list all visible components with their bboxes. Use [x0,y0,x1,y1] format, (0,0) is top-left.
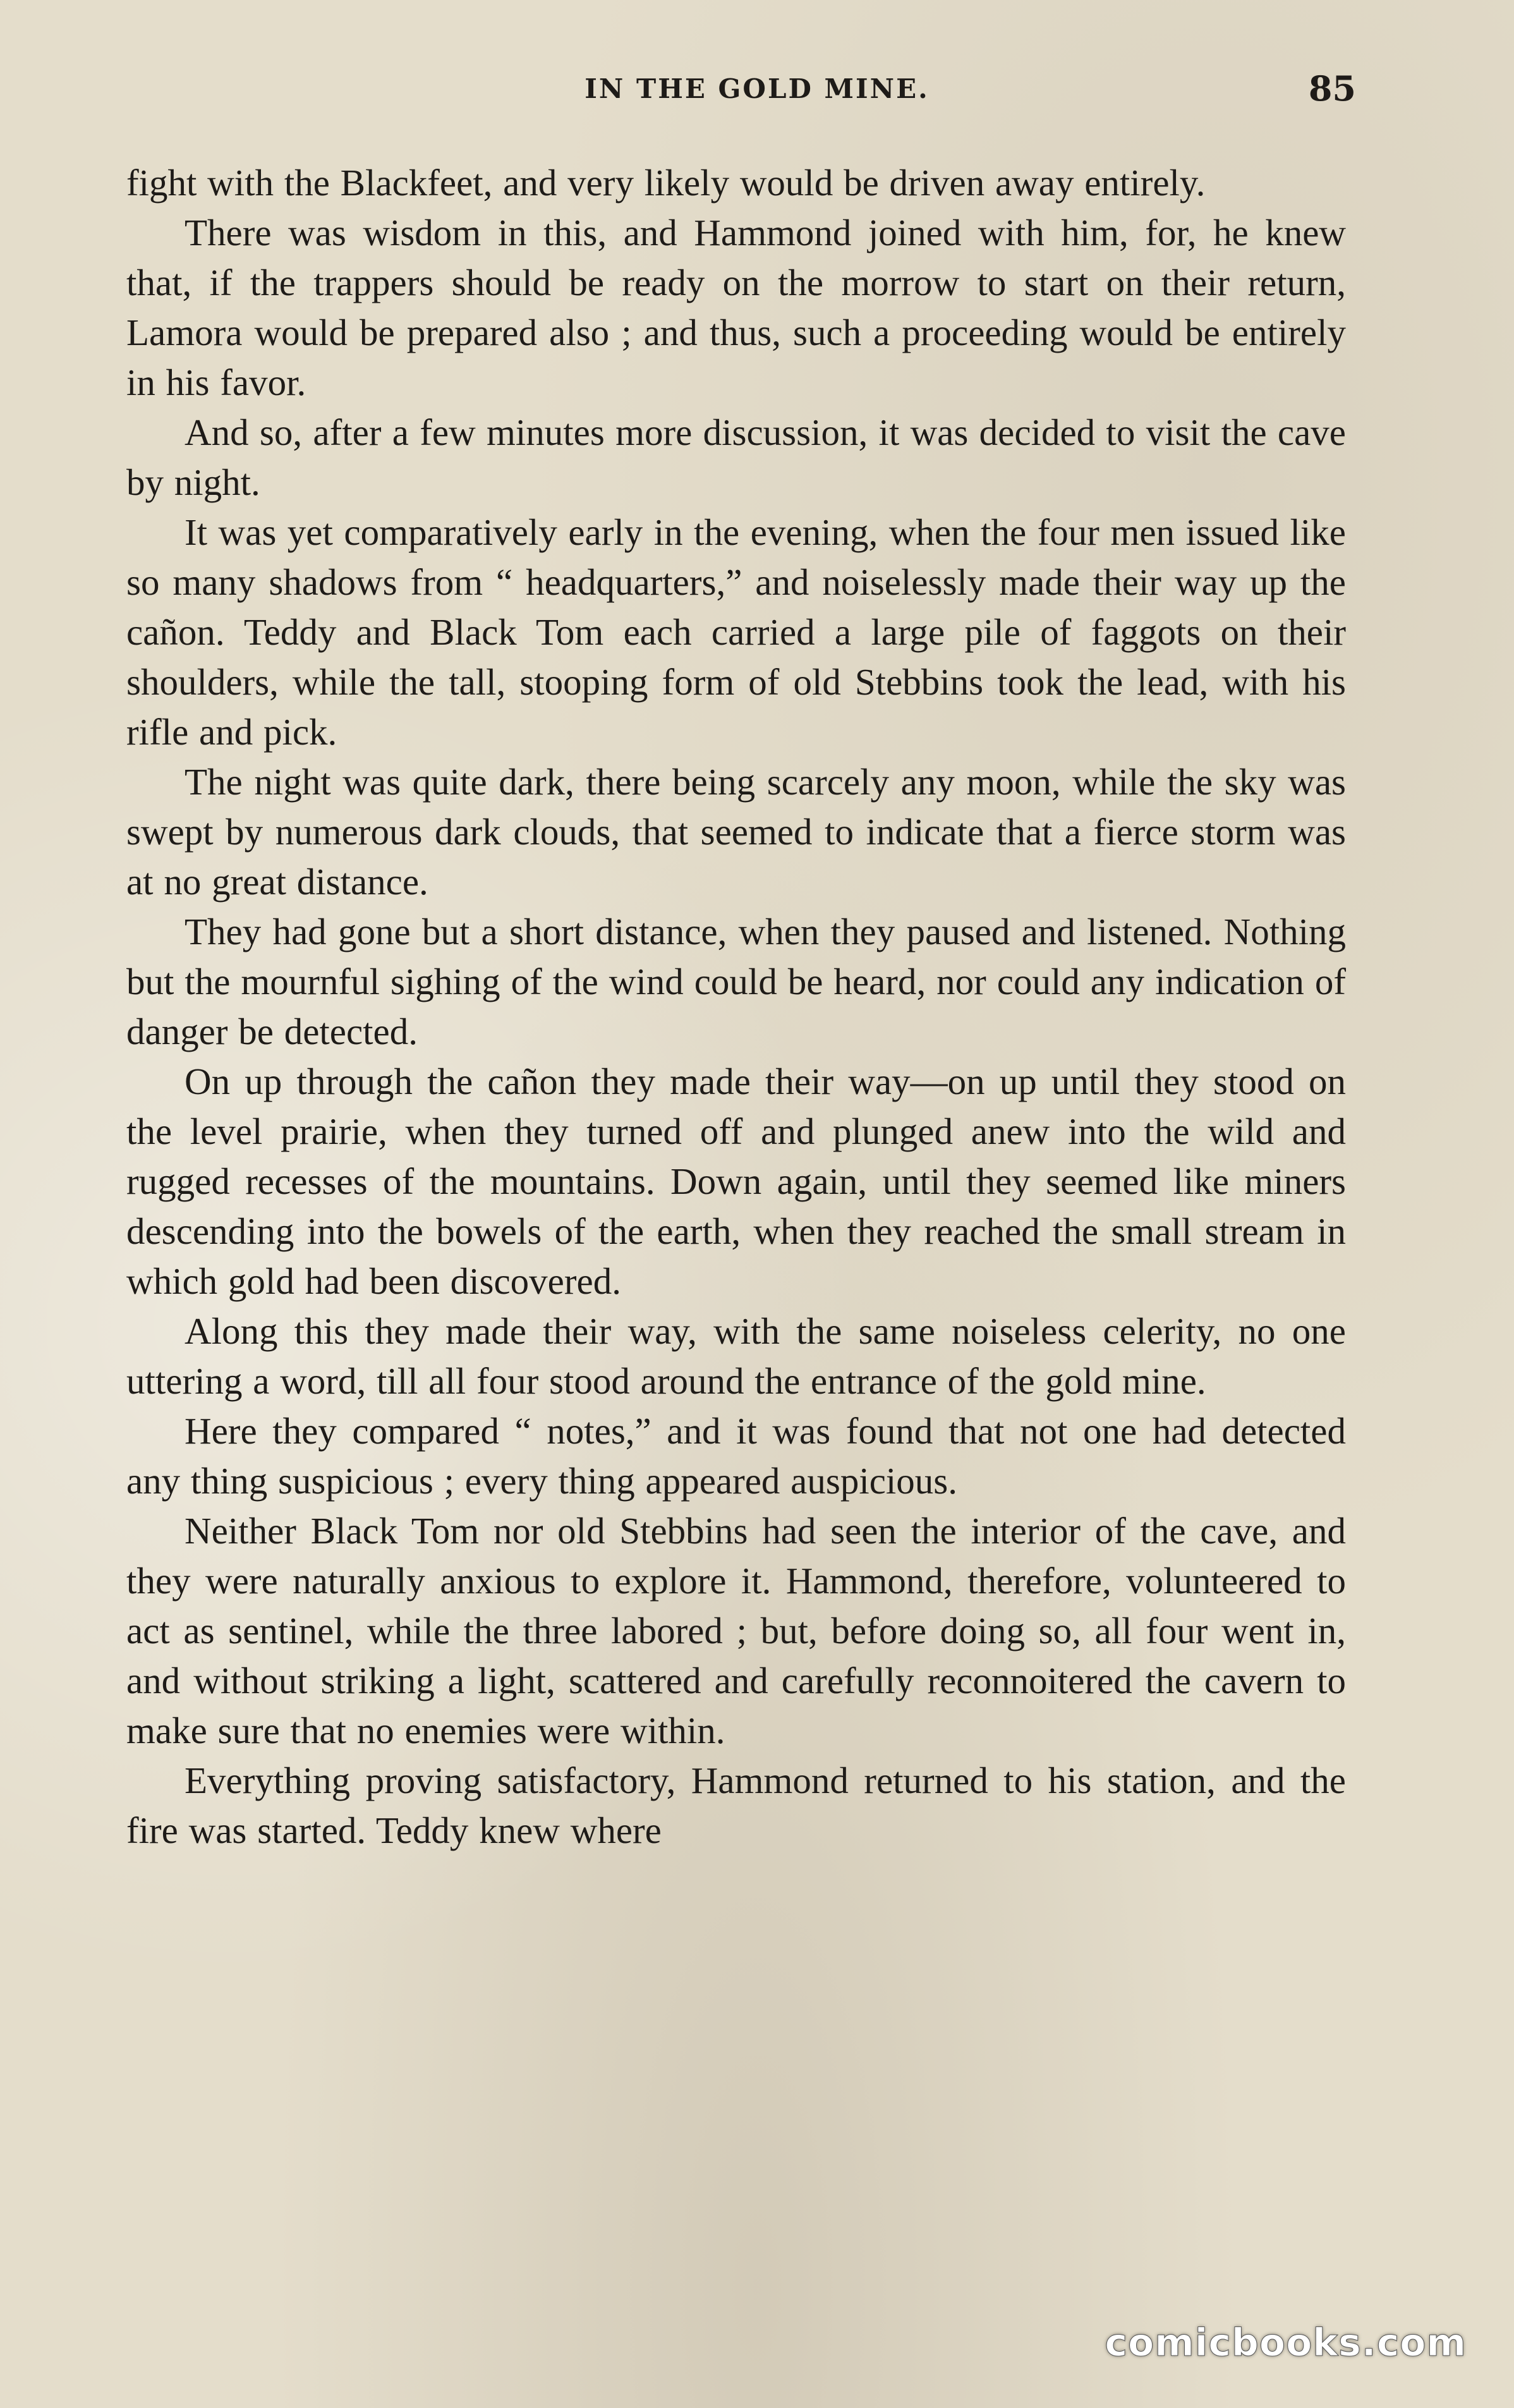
running-title: IN THE GOLD MINE. [584,73,930,104]
paragraph: Along this they made their way, with the same noiseless celerity, no one uttering a word, till all four stood around the entrance of the gold mine. [126,1310,1346,1402]
running-head [0,68,1514,119]
paragraph-continued: fight with the Blackfeet, and very likely would be driven away entirely. [126,162,1206,204]
paragraph: They had gone but a short distance, when they paused and listened. Nothing but the mournful sighing of the wind could be heard, nor could any indication of danger be detected. [126,911,1346,1052]
paragraph: Neither Black Tom nor old Stebbins had seen the interior of the cave, and they were naturally anxious to explore it. Hammond, therefore, volunteered to act as sentinel, while the three labored ; but, before doing so, all four went in, and without striking a light, scattered and carefully reconnoitered the cavern to make sure that no enemies were within. [126,1510,1346,1751]
paragraph: Everything proving satisfactory, Hammond returned to his station, and the fire was started. Teddy knew where [126,1760,1346,1851]
paragraph: And so, after a few minutes more discussion, it was decided to visit the cave by night. [126,411,1346,503]
paragraph: It was yet comparatively early in the evening, when the four men issued like so many shadows from “ headquarters,” and noiselessly made their way up the cañon. Teddy and Black Tom each carried a large pile of faggots on their shoulders, while the tall, stooping form of old Stebbins took the lead, with his rifle and pick. [126,511,1346,753]
paragraph: On up through the cañon they made their way—on up until they stood on the level prairie, when they turned off and plunged anew into the wild and rugged recesses of the mountains. Down again, until they seemed like miners descending into the bowels of the earth, when they reached the small stream in which gold had been discovered. [126,1061,1346,1302]
watermark: comicbooks.com [1105,2321,1467,2365]
paragraph: Here they compared “ notes,” and it was found that not one had detected any thing suspicious ; every thing appeared auspicious. [126,1410,1346,1502]
paragraph: The night was quite dark, there being scarcely any moon, while the sky was swept by numerous dark clouds, that seemed to indicate that a fierce storm was at no great distance. [126,761,1346,903]
page-number: 85 [1308,68,1356,109]
paragraph: There was wisdom in this, and Hammond joined with him, for, he knew that, if the trappers should be ready on the morrow to start on their return, Lamora would be prepared also ; and thus, such a proceeding would be entirely in his favor. [126,212,1346,403]
body-text [126,158,1346,2180]
